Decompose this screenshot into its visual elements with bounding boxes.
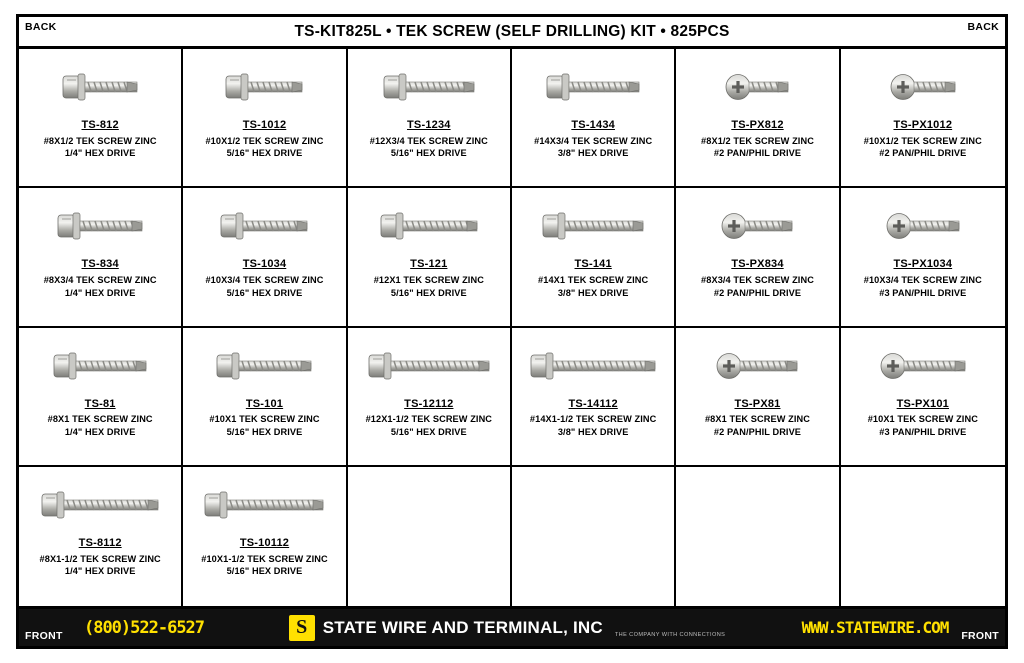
screw-cell [676, 49, 840, 188]
screw-drive-type: 5/16" HEX DRIVE [226, 287, 303, 298]
screw-drive-type: #2 PAN/PHIL DRIVE [713, 426, 802, 437]
screw-cell [183, 328, 347, 467]
screw-description: #10X3/4 TEK SCREW ZINC [863, 275, 982, 285]
screw-description: #14X3/4 TEK SCREW ZINC [534, 135, 653, 146]
screw-cell [348, 328, 512, 467]
hex-head-screw-icon [183, 473, 345, 537]
screw-cell [183, 49, 347, 188]
screw-drive-type: #2 PAN/PHIL DRIVE [713, 287, 802, 298]
hex-head-screw-icon [512, 55, 674, 119]
screw-drive-type: 5/16" HEX DRIVE [226, 426, 303, 437]
screw-cell [348, 188, 512, 327]
screw-labels [864, 258, 982, 299]
screw-description: #8X3/4 TEK SCREW ZINC [701, 275, 814, 285]
company-name: STATE WIRE AND TERMINAL, INC [322, 617, 603, 637]
kit-board [16, 14, 1008, 649]
hex-head-screw-icon [183, 334, 345, 398]
screw-cell-empty [676, 467, 840, 606]
company-tagline: THE COMPANY WITH CONNECTIONS [614, 631, 726, 638]
screw-cell [512, 49, 676, 188]
screw-drive-type: 1/4" HEX DRIVE [64, 148, 136, 159]
part-number: TS-1034 [242, 258, 287, 271]
screw-cell-empty [512, 467, 676, 606]
pan-head-screw-icon [676, 55, 838, 119]
hex-head-screw-icon [348, 194, 510, 258]
hex-head-screw-icon [348, 334, 510, 398]
screw-labels [209, 398, 319, 439]
pan-head-screw-icon [676, 334, 838, 398]
screw-labels [366, 398, 492, 439]
screw-labels [44, 119, 157, 160]
screw-drive-type: #2 PAN/PHIL DRIVE [879, 148, 967, 159]
screw-description: #8X1/2 TEK SCREW ZINC [43, 135, 157, 146]
board-header [19, 17, 1005, 49]
screw-drive-type: 3/8" HEX DRIVE [557, 426, 629, 437]
part-number: TS-PX834 [731, 258, 784, 271]
screw-description: #14X1 TEK SCREW ZINC [538, 275, 649, 285]
screw-labels [701, 258, 814, 299]
screw-description: #10X1/2 TEK SCREW ZINC [205, 135, 324, 146]
screw-description: #8X1/2 TEK SCREW ZINC [701, 135, 814, 146]
screw-drive-type: 5/16" HEX DRIVE [390, 426, 467, 437]
hex-head-screw-icon [19, 194, 181, 258]
screw-cell [841, 49, 1005, 188]
part-number: TS-1234 [407, 119, 451, 131]
pan-head-screw-icon [841, 55, 1005, 119]
pan-head-screw-icon [676, 194, 838, 258]
part-number: TS-PX101 [896, 397, 949, 410]
screw-labels [374, 258, 484, 299]
screw-cell-empty [348, 467, 512, 606]
screw-drive-type: 5/16" HEX DRIVE [390, 287, 467, 298]
company-logo-icon: S [289, 615, 315, 641]
screw-labels [534, 119, 652, 160]
screw-drive-type: 5/16" HEX DRIVE [226, 566, 303, 576]
screw-description: #8X1-1/2 TEK SCREW ZINC [39, 553, 161, 564]
screw-cell [676, 188, 840, 327]
screw-labels [205, 119, 323, 160]
screw-cell [512, 328, 676, 467]
orientation-label-front-left: FRONT [25, 630, 63, 642]
screw-description: #10X1 TEK SCREW ZINC [867, 414, 978, 425]
screw-cell [512, 188, 676, 327]
screw-description: #10X3/4 TEK SCREW ZINC [205, 275, 324, 285]
screw-labels [705, 398, 810, 439]
page-title: TS-KIT825L • TEK SCREW (SELF DRILLING) KIT • 825PCS [294, 22, 730, 40]
screw-description: #10X1 TEK SCREW ZINC [209, 414, 320, 425]
part-number: TS-141 [574, 258, 612, 271]
screw-labels [370, 119, 488, 160]
part-number: TS-10112 [239, 536, 290, 549]
part-number: TS-PX1012 [893, 119, 953, 131]
screw-description: #8X1 TEK SCREW ZINC [47, 414, 153, 425]
website-url: WWW.STATEWIRE.COM [801, 618, 949, 637]
screw-cell [19, 328, 183, 467]
screw-cell [676, 328, 840, 467]
part-number: TS-PX812 [731, 119, 784, 131]
screw-cell [841, 188, 1005, 327]
screw-cell-empty [841, 467, 1005, 606]
part-number: TS-121 [410, 258, 448, 271]
hex-head-screw-icon [19, 473, 181, 537]
part-number: TS-101 [245, 397, 284, 410]
part-number: TS-812 [81, 119, 119, 131]
screw-drive-type: 5/16" HEX DRIVE [390, 148, 467, 159]
phone-number: (800)522-6527 [83, 617, 205, 638]
screw-drive-type: #3 PAN/PHIL DRIVE [879, 287, 967, 298]
screw-labels [864, 119, 982, 160]
part-number: TS-PX81 [734, 397, 781, 410]
screw-description: #10X1/2 TEK SCREW ZINC [863, 135, 982, 146]
pan-head-screw-icon [841, 194, 1005, 258]
screw-description: #12X1 TEK SCREW ZINC [373, 275, 484, 285]
part-number: TS-1434 [571, 119, 615, 131]
screw-drive-type: #2 PAN/PHIL DRIVE [713, 148, 802, 159]
screw-cell [348, 49, 512, 188]
orientation-label-back-right: BACK [967, 21, 999, 33]
screw-drive-type: 1/4" HEX DRIVE [64, 287, 136, 298]
part-number: TS-834 [81, 258, 119, 271]
screw-labels [44, 258, 157, 299]
part-number: TS-12112 [404, 397, 454, 410]
screw-description: #12X3/4 TEK SCREW ZINC [369, 135, 488, 146]
part-number: TS-PX1034 [893, 258, 953, 271]
part-number: TS-81 [84, 397, 116, 410]
screw-drive-type: 1/4" HEX DRIVE [64, 426, 136, 437]
screw-description: #10X1-1/2 TEK SCREW ZINC [201, 553, 328, 564]
screw-description: #14X1-1/2 TEK SCREW ZINC [529, 414, 657, 425]
screw-labels [868, 398, 978, 439]
screw-cell [19, 49, 183, 188]
pan-head-screw-icon [841, 334, 1005, 398]
hex-head-screw-icon [19, 55, 181, 119]
screw-cell [183, 467, 347, 606]
screw-labels [701, 119, 814, 160]
screw-labels [530, 398, 656, 439]
screw-labels [205, 258, 323, 299]
hex-head-screw-icon [348, 55, 510, 119]
orientation-label-front-right: FRONT [961, 630, 999, 642]
screw-description: #12X1-1/2 TEK SCREW ZINC [365, 414, 493, 425]
screw-drive-type: 3/8" HEX DRIVE [557, 148, 629, 159]
screw-labels [40, 537, 161, 578]
hex-head-screw-icon [512, 194, 674, 258]
hex-head-screw-icon [183, 55, 345, 119]
screw-cell [183, 188, 347, 327]
board-footer [19, 606, 1005, 646]
part-number: TS-8112 [78, 536, 122, 549]
hex-head-screw-icon [19, 334, 181, 398]
screw-drive-type: #3 PAN/PHIL DRIVE [879, 426, 967, 437]
screw-cell [19, 188, 183, 327]
screw-cell [841, 328, 1005, 467]
screw-drive-type: 5/16" HEX DRIVE [226, 148, 303, 159]
screw-description: #8X1 TEK SCREW ZINC [704, 414, 810, 425]
screw-labels [538, 258, 648, 299]
hex-head-screw-icon [512, 334, 674, 398]
part-number: TS-14112 [568, 397, 618, 410]
screw-description: #8X3/4 TEK SCREW ZINC [43, 275, 157, 285]
screw-labels [48, 398, 153, 439]
orientation-label-back-left: BACK [25, 21, 57, 33]
hex-head-screw-icon [183, 194, 345, 258]
screw-grid [19, 49, 1005, 606]
screw-drive-type: 3/8" HEX DRIVE [557, 287, 629, 298]
part-number: TS-1012 [242, 119, 287, 131]
screw-cell [19, 467, 183, 606]
screw-labels [201, 537, 327, 578]
screw-drive-type: 1/4" HEX DRIVE [64, 566, 136, 576]
